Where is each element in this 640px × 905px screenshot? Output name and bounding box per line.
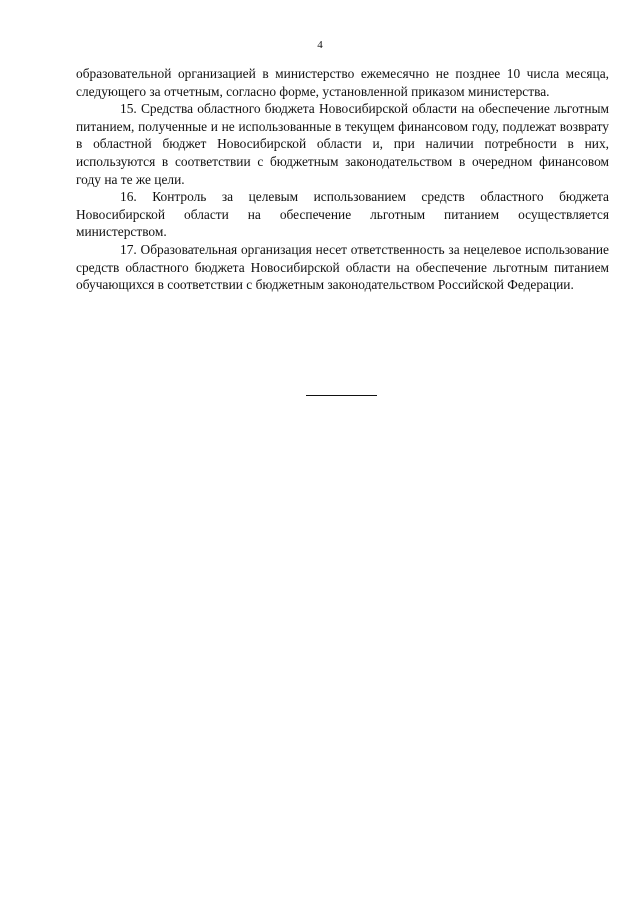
page-number: 4 [317,39,323,51]
paragraph-continuation: образовательной организацией в министерство ежемесячно не позднее 10 числа месяца, следующего за отчетным, согласно форме, установленной приказом министерства. [76,66,609,99]
document-body [76,65,609,294]
closing-separator-line [306,395,377,396]
paragraph-item-17: 17. Образовательная организация несет ответственность за нецелевое использование средств областного бюджета Новосибирской области на обеспечение льготным питанием обучающихся в соответствии с бюджетным законодательством Российской Федерации. [76,241,609,293]
paragraph-item-15: 15. Средства областного бюджета Новосибирской области на обеспечение льготным питанием, полученные и не использованные в текущем финансовом году, подлежат возврату в областной бюджет Новосибирской области и, при наличии потребности в них, используются в соответствии с бюджетным законодательством в очередном финансовом году на те же цели. [76,101,609,187]
paragraph-item-16: 16. Контроль за целевым использованием средств областного бюджета Новосибирской области на обеспечение льготным питанием осуществляется министерством. [76,189,609,240]
